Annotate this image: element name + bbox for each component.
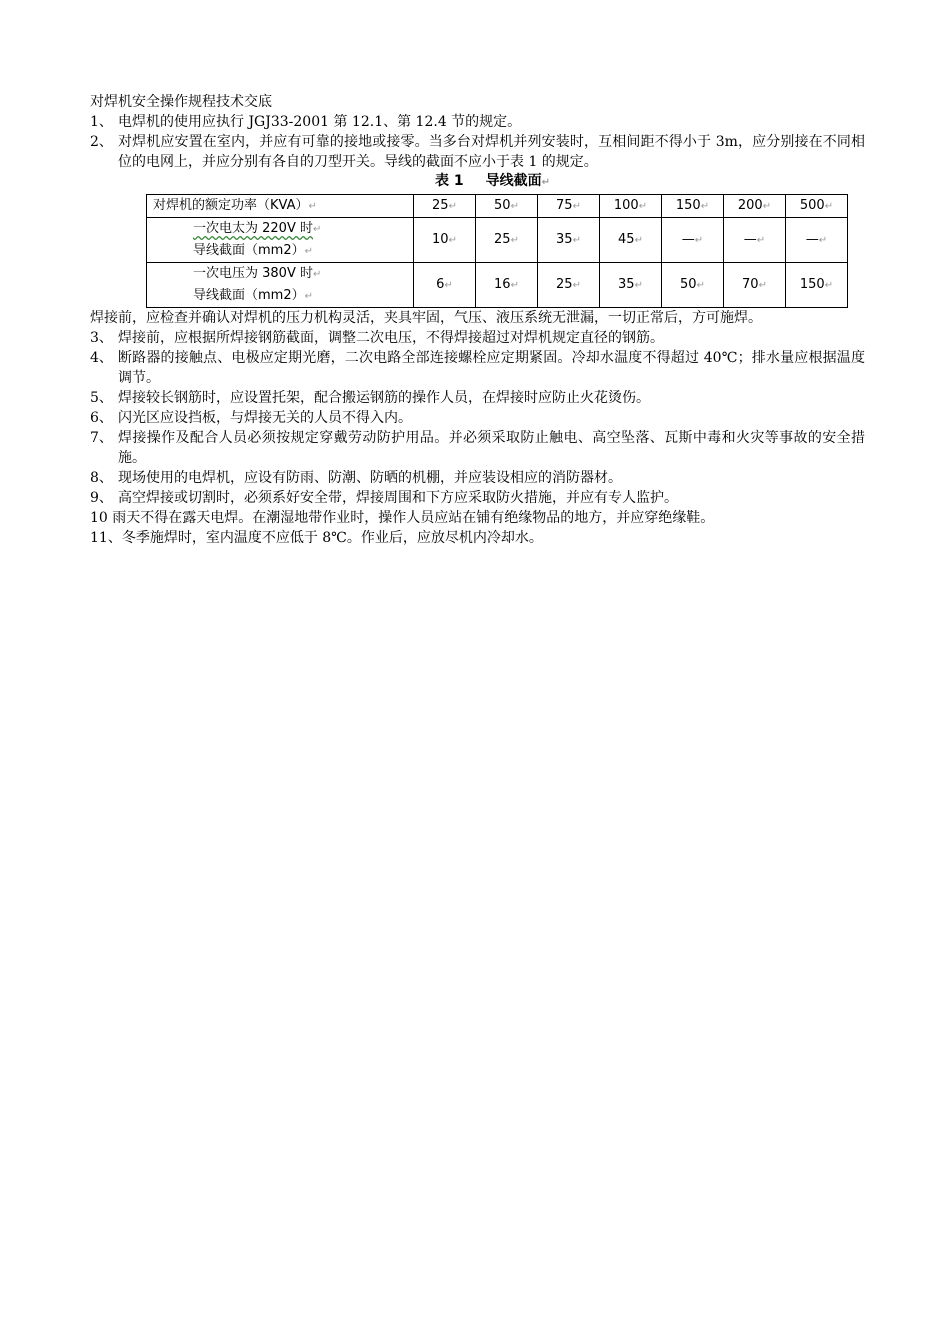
rule-text: 现场使用的电焊机，应设有防雨、防潮、防晒的机棚，并应装设相应的消防器材。: [118, 470, 622, 486]
rule-item: [90, 388, 865, 408]
table-cell: 25↵: [414, 195, 476, 218]
table-header-label: 对焊机的额定功率（KVA）↵: [147, 195, 414, 218]
paragraph-mark-icon: ↵: [541, 177, 550, 188]
rule-text: 对焊机应安置在室内，并应有可靠的接地或接零。当多台对焊机并列安装时，互相间距不得小于 3m，应分别接在不同相位的电网上，并应分别有各自的刀型开关。导线的截面不应小于表 1 的规定。: [118, 134, 865, 170]
table-cell: 70↵: [724, 263, 786, 308]
rule-text: 焊接较长钢筋时，应设置托架，配合搬运钢筋的操作人员，在焊接时应防止火花烫伤。: [118, 390, 650, 406]
table-cell: 45↵: [600, 218, 662, 263]
rule-item: [90, 408, 865, 428]
table-cell: 50↵: [662, 263, 724, 308]
table-cell: 25↵: [538, 263, 600, 308]
rule-item: [90, 468, 865, 488]
paragraph-after-table: 焊接前，应检查并确认对焊机的压力机构灵活，夹具牢固，气压、液压系统无泄漏，一切正常后，方可施焊。: [90, 310, 762, 326]
wire-section-table: [146, 194, 848, 308]
table-caption-title: 导线截面: [485, 173, 542, 189]
table-caption: [90, 172, 865, 192]
rule-item: [90, 328, 865, 348]
rule-number: 8、: [90, 470, 113, 486]
rule-11: 11、冬季施焊时，室内温度不应低于 8℃。作业后，应放尽机内冷却水。: [90, 530, 543, 546]
rule-number: 3、: [90, 330, 113, 346]
rule-number: 9、: [90, 490, 113, 506]
table-cell: 25↵: [476, 218, 538, 263]
document-body: [90, 92, 865, 548]
table-cell: 150↵: [786, 263, 848, 308]
table-cell: 500↵: [786, 195, 848, 218]
rule-text: 电焊机的使用应执行 JGJ33-2001 第 12.1、第 12.4 节的规定。: [118, 114, 522, 130]
table-cell: 150↵: [662, 195, 724, 218]
rule-text: 焊接操作及配合人员必须按规定穿戴劳动防护用品。并必须采取防止触电、高空坠落、瓦斯中毒和火灾等事故的安全措施。: [118, 430, 865, 466]
rule-number: 6、: [90, 410, 113, 426]
table-cell: —↵: [786, 218, 848, 263]
rule-item: [90, 348, 865, 388]
table-cell: 35↵: [600, 263, 662, 308]
rule-text: 焊接前，应根据所焊接钢筋截面，调整二次电压，不得焊接超过对焊机规定直径的钢筋。: [118, 330, 664, 346]
rule-text: 高空焊接或切割时，必须系好安全带，焊接周围和下方应采取防火措施，并应有专人监护。: [118, 490, 678, 506]
table-caption-number: 表 1: [434, 173, 464, 189]
table-cell: 10↵: [414, 218, 476, 263]
rule-number: 5、: [90, 390, 113, 406]
table-cell: 35↵: [538, 218, 600, 263]
table-cell: 75↵: [538, 195, 600, 218]
rule-item: [90, 112, 865, 132]
rule-text: 闪光区应设挡板，与焊接无关的人员不得入内。: [118, 410, 412, 426]
table-cell: —↵: [724, 218, 786, 263]
table-row-label: 一次电压为 380V 时↵ 导线截面（mm2）↵: [147, 263, 414, 308]
table-header-row: [147, 195, 848, 218]
rule-item: [90, 428, 865, 468]
table-cell: —↵: [662, 218, 724, 263]
rule-number: 7、: [90, 430, 113, 446]
table-cell: 200↵: [724, 195, 786, 218]
rule-item: [90, 488, 865, 508]
table-row: [147, 218, 848, 263]
table-cell: 100↵: [600, 195, 662, 218]
table-row-label: 一次电太为 220V 时↵ 导线截面（mm2）↵: [147, 218, 414, 263]
rule-number: 2、: [90, 134, 113, 150]
rule-item: [90, 132, 865, 172]
rule-number: 4、: [90, 350, 113, 366]
table-cell: 6↵: [414, 263, 476, 308]
rule-text: 断路器的接触点、电极应定期光磨，二次电路全部连接螺栓应定期紧固。冷却水温度不得超过 40℃；排水量应根据温度调节。: [118, 350, 865, 386]
rule-10: 10 雨天不得在露天电焊。在潮湿地带作业时，操作人员应站在铺有绝缘物品的地方，并应穿绝缘鞋。: [90, 510, 715, 526]
table-cell: 16↵: [476, 263, 538, 308]
document-title: 对焊机安全操作规程技术交底: [90, 94, 272, 110]
rule-number: 1、: [90, 114, 113, 130]
table-cell: 50↵: [476, 195, 538, 218]
table-row: [147, 263, 848, 308]
